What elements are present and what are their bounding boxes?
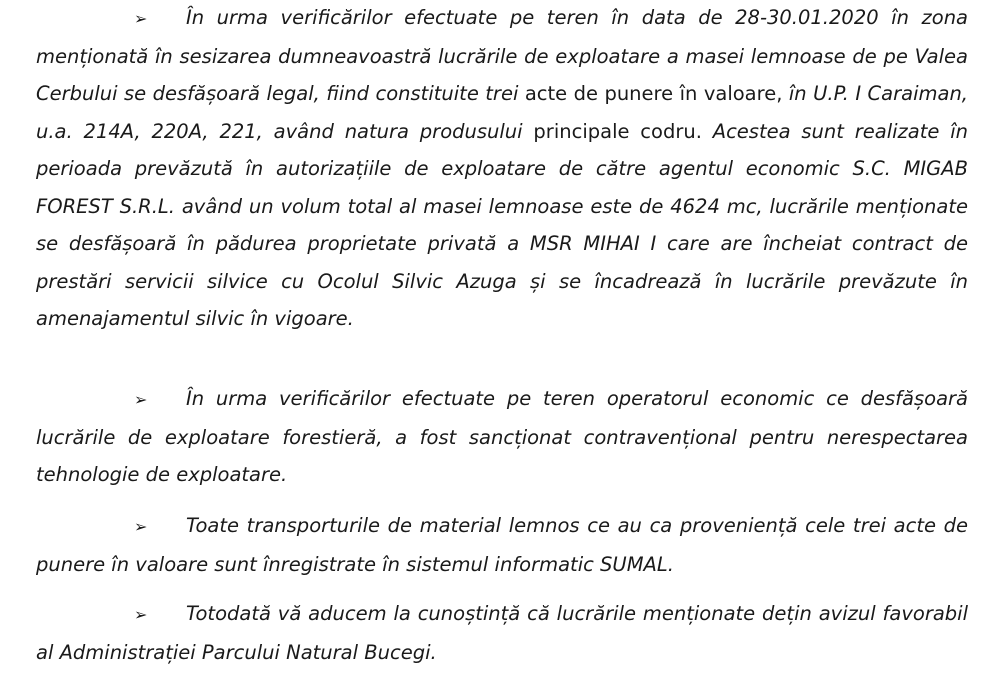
bullet-arrow-icon: ➢ [134, 517, 148, 536]
paragraph-1-text-b: acte de punere în valoare, [518, 82, 789, 105]
paragraph-4 [36, 595, 968, 671]
paragraph-2-text: În urma verificărilor efectuate pe teren operatorul economic ce desfășoară lucrările de exploatare forestieră, a fost sancționat contravențional pentru nerespectarea tehnologie de exploatare. [36, 387, 968, 486]
bullet-arrow-icon: ➢ [134, 605, 148, 624]
paragraph-1-text-d: principale codru. [522, 119, 713, 143]
paragraph-4-text: Totodată vă aducem la cunoștință că lucrările menționate dețin avizul favorabil al Administrației Parcului Natural Bucegi. [36, 602, 968, 664]
paragraph-1 [36, 0, 968, 338]
paragraph-1-text-a: În urma verificărilor efectuate pe teren în data de 28-30.01.2020 în zona menționată în sesizarea dumneavoastră lucrările de exploatare a masei lemnoase de pe Valea Cerbului se desfășoară legal, fiind constituite trei [36, 6, 968, 105]
paragraph-3-text: Toate transporturile de material lemnos ce au ca proveniență cele trei acte de punere în valoare sunt înregistrate în sistemul informatic SUMAL. [36, 514, 968, 576]
bullet-arrow-icon: ➢ [134, 390, 148, 409]
paragraph-2 [36, 380, 968, 494]
bullet-arrow-icon: ➢ [134, 9, 148, 28]
paragraph-3 [36, 507, 968, 583]
paragraph-1-text-e: Acestea sunt realizate în perioada prevăzută în autorizațiile de exploatare de către agentul economic S.C. MIGAB FOREST S.R.L. având un volum total al masei lemnoase este de 4624 mc, lucrările menționate se desfășoară în pădurea proprietate privată a MSR MIHAI I care are încheiat contract de prestări servicii silvice cu Ocolul Silvic Azuga și se încadrează în lucrările prevăzute în amenajamentul silvic în vigoare. [36, 119, 968, 330]
paragraph-1-text-c: în U.P. I Caraiman, u.a. 214A, 220A, 221, având natura produsului [36, 82, 968, 143]
